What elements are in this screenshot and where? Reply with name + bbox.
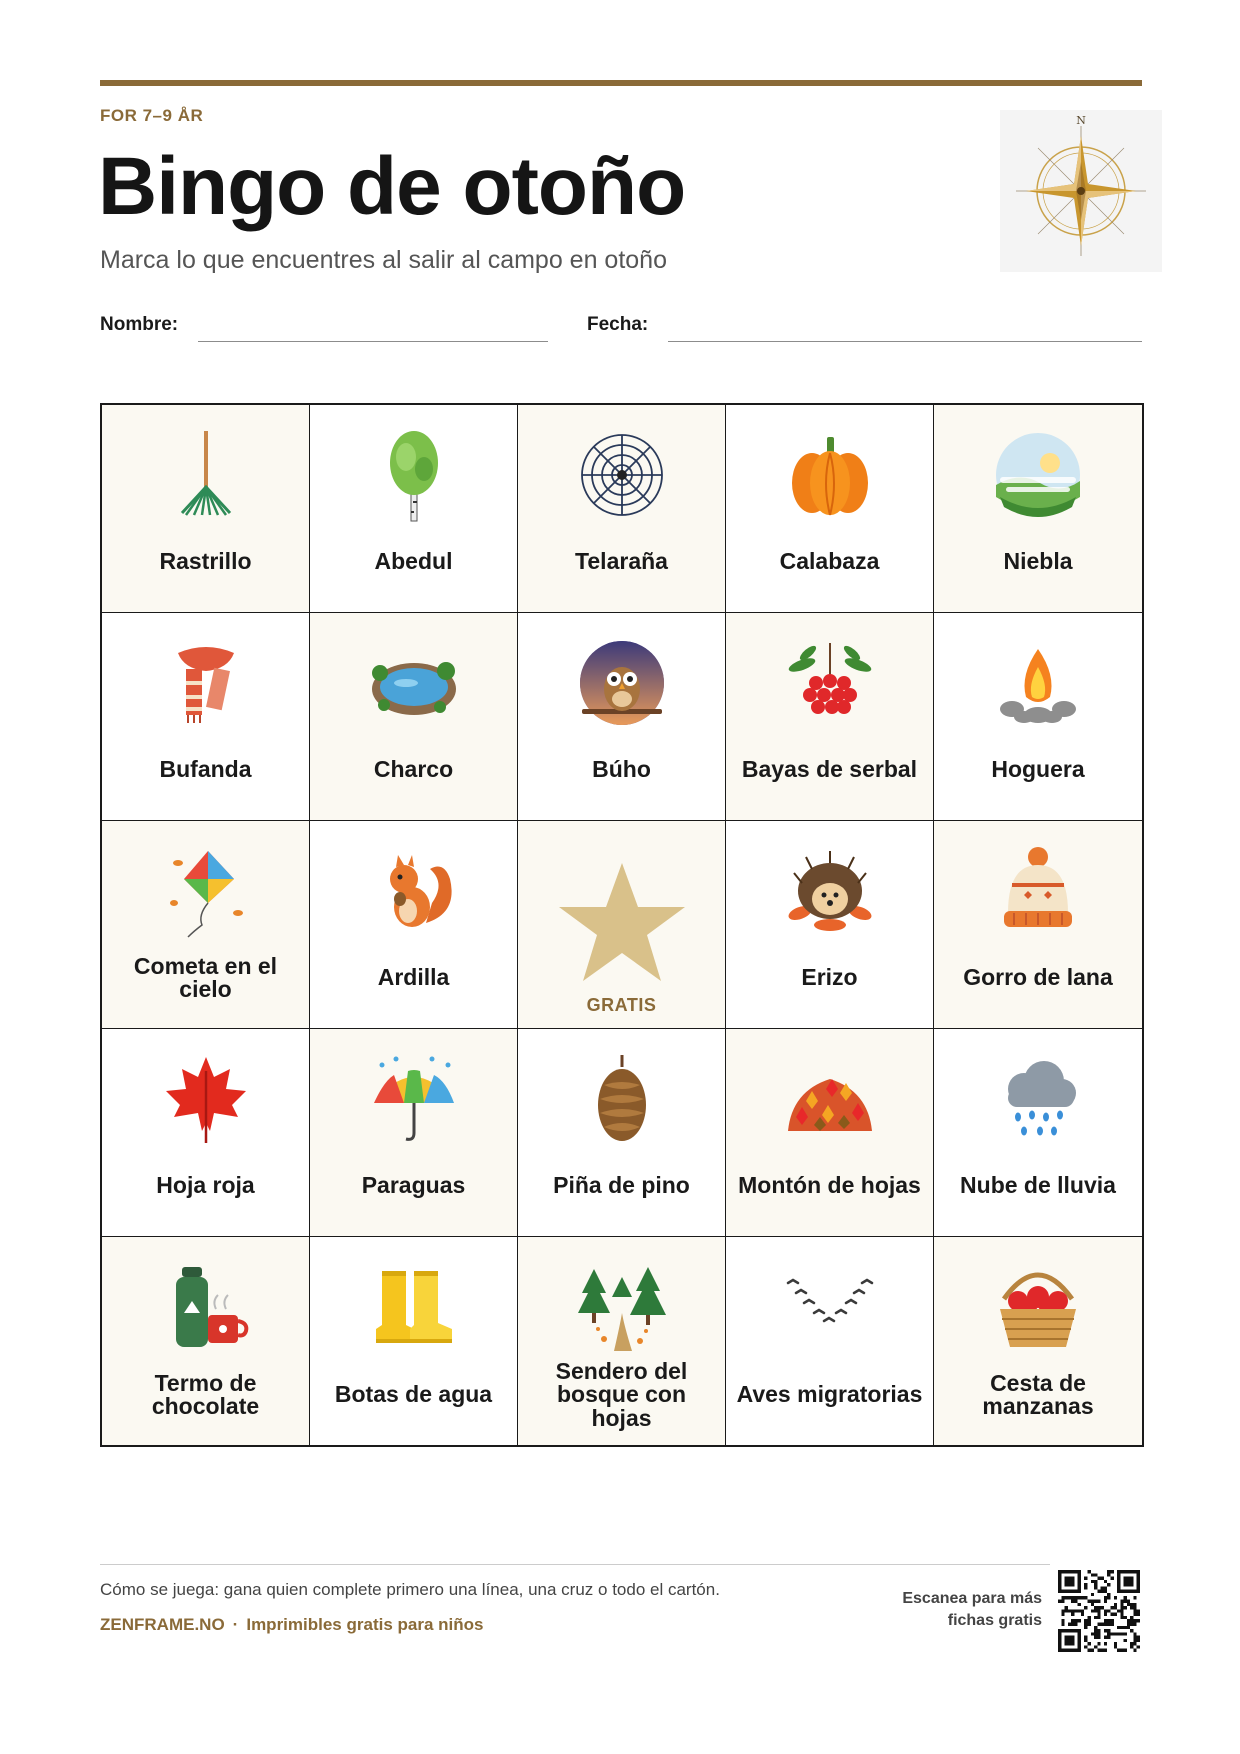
name-field[interactable]: [198, 341, 548, 342]
bingo-cell[interactable]: [726, 613, 934, 821]
bingo-cell[interactable]: [518, 613, 726, 821]
bingo-cell[interactable]: [310, 1237, 518, 1445]
pine-cone-icon: [574, 1051, 670, 1147]
bingo-cell-label: Hoguera: [991, 756, 1085, 783]
bingo-cell[interactable]: [102, 613, 310, 821]
bingo-cell-label: Aves migratorias: [736, 1381, 923, 1408]
birch-tree-icon: [366, 427, 462, 523]
how-to-play-text: Cómo se juega: gana quien complete primero una línea, una cruz o todo el cartón.: [100, 1580, 720, 1599]
red-leaf-icon: [158, 1051, 254, 1147]
age-label: FOR 7–9 ÅR: [100, 106, 204, 125]
bingo-cell-label: Montón de hojas: [738, 1172, 921, 1199]
free-space-label: GRATIS: [586, 995, 657, 1015]
rowan-berries-icon: [782, 635, 878, 731]
squirrel-icon: [366, 843, 462, 939]
puddle-icon: [366, 635, 462, 731]
footer-rule: [100, 1564, 1050, 1565]
rain-boots-icon: [366, 1259, 462, 1355]
spider-web-icon: [574, 427, 670, 523]
date-field[interactable]: [668, 341, 1142, 342]
bingo-cell[interactable]: [726, 1237, 934, 1445]
bingo-cell[interactable]: [518, 1029, 726, 1237]
rain-cloud-icon: [990, 1051, 1086, 1147]
bingo-cell-label: Telaraña: [575, 548, 668, 575]
scarf-icon: [158, 635, 254, 731]
migrating-birds-icon: [782, 1259, 878, 1355]
rake-icon: [158, 427, 254, 523]
bingo-cell-label: Rastrillo: [159, 548, 252, 575]
scan-line-2: fichas gratis: [947, 1612, 1042, 1630]
bingo-cell-label: Hoja roja: [156, 1172, 255, 1199]
hedgehog-icon: [782, 843, 878, 939]
top-rule: [100, 80, 1142, 86]
bingo-cell[interactable]: [934, 613, 1142, 821]
bingo-grid: [100, 403, 1144, 1447]
bingo-cell[interactable]: [518, 405, 726, 613]
bingo-cell[interactable]: [726, 405, 934, 613]
scan-text: [880, 1588, 1042, 1633]
date-label: Fecha:: [587, 314, 649, 335]
pumpkin-icon: [782, 427, 878, 523]
bingo-cell-label: Bufanda: [159, 756, 252, 783]
bingo-cell-label: Termo de chocolate: [151, 1369, 260, 1419]
bingo-cell[interactable]: [102, 821, 310, 1029]
owl-icon: [574, 635, 670, 731]
star-icon: [557, 861, 687, 987]
bingo-cell[interactable]: [934, 1029, 1142, 1237]
page-title: Bingo de otoño: [98, 141, 686, 232]
qr-code-icon[interactable]: [1058, 1570, 1140, 1652]
bingo-cell-label: Erizo: [801, 964, 858, 991]
bingo-cell[interactable]: [310, 1029, 518, 1237]
bingo-cell-label: Nube de lluvia: [960, 1172, 1116, 1199]
bingo-cell-label: Cesta de manzanas: [982, 1369, 1094, 1419]
bingo-cell[interactable]: [934, 1237, 1142, 1445]
bingo-cell-label: Charco: [373, 756, 454, 783]
brand-line: [100, 1615, 483, 1635]
name-label: Nombre:: [100, 314, 179, 335]
leaf-pile-icon: [782, 1051, 878, 1147]
bingo-cell-label: Abedul: [374, 548, 453, 575]
thermos-icon: [158, 1259, 254, 1355]
bingo-cell[interactable]: [310, 405, 518, 613]
apple-basket-icon: [990, 1259, 1086, 1355]
umbrella-icon: [366, 1051, 462, 1147]
forest-path-icon: [574, 1259, 670, 1355]
bingo-cell[interactable]: [934, 821, 1142, 1029]
compass-icon: [1000, 110, 1162, 272]
bingo-cell-label: Piña de pino: [553, 1172, 690, 1199]
compass-north-letter: N: [1076, 114, 1086, 127]
bingo-cell[interactable]: [310, 821, 518, 1029]
bingo-cell[interactable]: [310, 613, 518, 821]
bingo-cell-label: Gorro de lana: [963, 964, 1113, 991]
bingo-cell-label: Paraguas: [361, 1172, 466, 1199]
scan-line-1: Escanea para más: [902, 1590, 1042, 1607]
bingo-cell-label: Botas de agua: [334, 1381, 493, 1408]
fog-landscape-icon: [990, 427, 1086, 523]
kite-icon: [158, 843, 254, 939]
bingo-cell-label: Sendero del bosque con hojas: [555, 1357, 688, 1431]
brand-tagline: Imprimibles gratis para niños: [246, 1615, 484, 1634]
campfire-icon: [990, 635, 1086, 731]
bingo-cell[interactable]: [726, 821, 934, 1029]
bingo-cell[interactable]: [102, 1029, 310, 1237]
bingo-cell[interactable]: [102, 1237, 310, 1445]
bingo-cell[interactable]: [518, 821, 726, 1029]
bingo-cell[interactable]: [102, 405, 310, 613]
bingo-cell-label: Niebla: [1003, 548, 1073, 575]
bingo-cell-label: Búho: [592, 756, 651, 783]
brand-name[interactable]: ZENFRAME.NO: [100, 1615, 225, 1634]
bingo-cell[interactable]: [934, 405, 1142, 613]
bingo-cell[interactable]: [726, 1029, 934, 1237]
bingo-cell-label: Ardilla: [377, 964, 450, 991]
bingo-cell-label: Cometa en el cielo: [133, 952, 278, 1002]
wool-hat-icon: [990, 843, 1086, 939]
bingo-cell[interactable]: [518, 1237, 726, 1445]
brand-separator: ·: [232, 1615, 239, 1634]
bingo-cell-label: Bayas de serbal: [741, 756, 918, 783]
page-subtitle: Marca lo que encuentres al salir al campo en otoño: [100, 246, 667, 274]
bingo-cell-label: Calabaza: [779, 548, 880, 575]
